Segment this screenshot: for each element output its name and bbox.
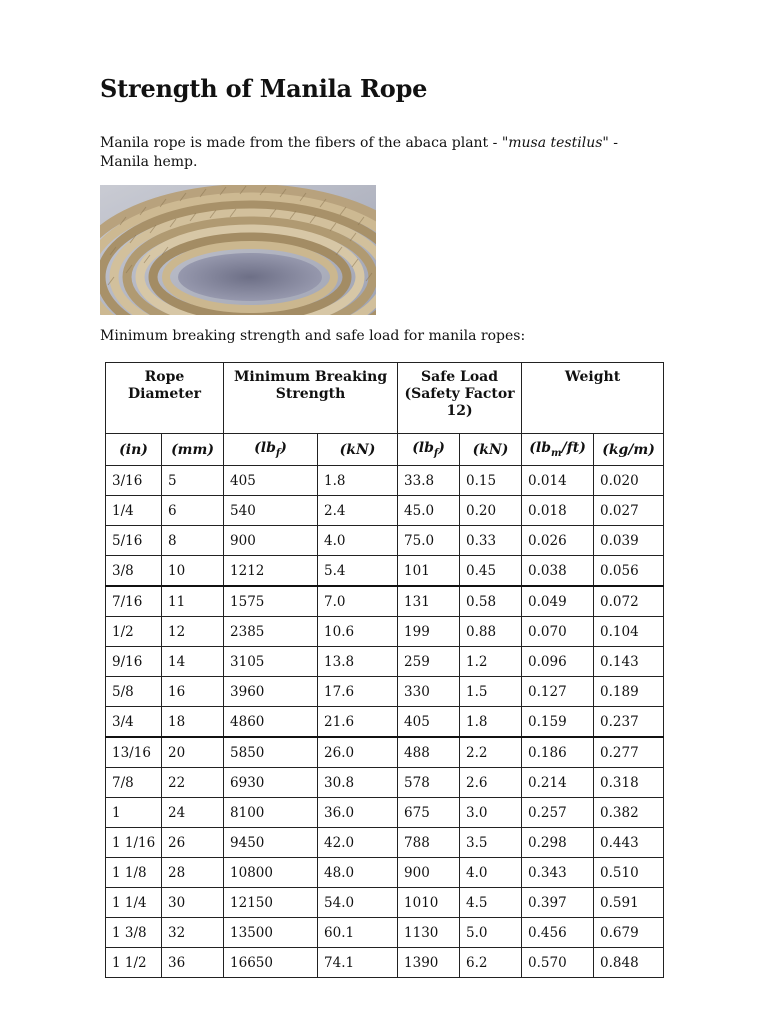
table-row <box>106 828 664 858</box>
cell-lbf: 6930 <box>224 768 318 798</box>
cell-lbf: 1575 <box>224 586 318 617</box>
cell-kn: 10.6 <box>318 617 398 647</box>
unit-kn-strength: (kN) <box>318 434 398 466</box>
table-caption: Minimum breaking strength and safe load for manila ropes: <box>100 328 526 344</box>
cell-kn: 21.6 <box>318 707 398 738</box>
cell-lbf: 10800 <box>224 858 318 888</box>
cell-lbm-ft: 0.257 <box>522 798 594 828</box>
cell-lbf: 8100 <box>224 798 318 828</box>
cell-lbm-ft: 0.049 <box>522 586 594 617</box>
cell-lbf: 9450 <box>224 828 318 858</box>
cell-in: 3/4 <box>106 707 162 738</box>
cell-lbm-ft: 0.214 <box>522 768 594 798</box>
cell-lbm-ft: 0.018 <box>522 496 594 526</box>
cell-in: 1 1/8 <box>106 858 162 888</box>
cell-kn: 42.0 <box>318 828 398 858</box>
cell-kg-m: 0.020 <box>594 466 664 496</box>
cell-mm: 14 <box>162 647 224 677</box>
cell-safe-lbf: 1130 <box>398 918 460 948</box>
cell-lbf: 3105 <box>224 647 318 677</box>
group-header-row <box>106 363 664 434</box>
cell-in: 1 1/16 <box>106 828 162 858</box>
cell-safe-kn: 1.8 <box>460 707 522 738</box>
cell-in: 1 1/2 <box>106 948 162 978</box>
cell-mm: 5 <box>162 466 224 496</box>
cell-kg-m: 0.039 <box>594 526 664 556</box>
cell-kg-m: 0.382 <box>594 798 664 828</box>
cell-kg-m: 0.510 <box>594 858 664 888</box>
cell-lbm-ft: 0.343 <box>522 858 594 888</box>
table-row <box>106 918 664 948</box>
cell-mm: 26 <box>162 828 224 858</box>
cell-safe-kn: 0.88 <box>460 617 522 647</box>
intro-text: Manila rope is made from the fibers of the abaca plant - <box>100 135 502 151</box>
cell-mm: 10 <box>162 556 224 587</box>
cell-safe-kn: 0.15 <box>460 466 522 496</box>
cell-in: 1 1/4 <box>106 888 162 918</box>
cell-mm: 30 <box>162 888 224 918</box>
unit-in: (in) <box>106 434 162 466</box>
cell-lbf: 1212 <box>224 556 318 587</box>
cell-in: 13/16 <box>106 737 162 768</box>
cell-kn: 26.0 <box>318 737 398 768</box>
cell-safe-kn: 0.45 <box>460 556 522 587</box>
cell-lbm-ft: 0.070 <box>522 617 594 647</box>
cell-lbf: 2385 <box>224 617 318 647</box>
cell-mm: 20 <box>162 737 224 768</box>
table-row <box>106 737 664 768</box>
cell-kn: 13.8 <box>318 647 398 677</box>
cell-mm: 18 <box>162 707 224 738</box>
table-row <box>106 858 664 888</box>
cell-mm: 22 <box>162 768 224 798</box>
cell-lbf: 16650 <box>224 948 318 978</box>
cell-safe-lbf: 259 <box>398 647 460 677</box>
cell-mm: 12 <box>162 617 224 647</box>
cell-safe-lbf: 131 <box>398 586 460 617</box>
table-row <box>106 556 664 587</box>
cell-in: 1/4 <box>106 496 162 526</box>
cell-safe-lbf: 488 <box>398 737 460 768</box>
cell-lbf: 405 <box>224 466 318 496</box>
cell-mm: 11 <box>162 586 224 617</box>
table-row <box>106 617 664 647</box>
unit-mm: (mm) <box>162 434 224 466</box>
cell-in: 1/2 <box>106 617 162 647</box>
cell-safe-lbf: 675 <box>398 798 460 828</box>
cell-kn: 17.6 <box>318 677 398 707</box>
cell-lbf: 540 <box>224 496 318 526</box>
cell-in: 7/16 <box>106 586 162 617</box>
table-row <box>106 466 664 496</box>
unit-kg-m: (kg/m) <box>594 434 664 466</box>
table-row <box>106 707 664 738</box>
cell-in: 3/8 <box>106 556 162 587</box>
rope-photo <box>100 185 376 315</box>
table-row <box>106 496 664 526</box>
cell-lbf: 12150 <box>224 888 318 918</box>
header-breaking-strength: Minimum Breaking Strength <box>224 363 398 434</box>
table-row <box>106 768 664 798</box>
table-row <box>106 677 664 707</box>
cell-safe-kn: 4.5 <box>460 888 522 918</box>
cell-kg-m: 0.591 <box>594 888 664 918</box>
cell-kg-m: 0.318 <box>594 768 664 798</box>
table-body <box>106 466 664 978</box>
cell-kg-m: 0.072 <box>594 586 664 617</box>
cell-lbm-ft: 0.038 <box>522 556 594 587</box>
cell-kg-m: 0.277 <box>594 737 664 768</box>
cell-mm: 6 <box>162 496 224 526</box>
cell-kn: 4.0 <box>318 526 398 556</box>
cell-safe-kn: 3.0 <box>460 798 522 828</box>
cell-lbf: 5850 <box>224 737 318 768</box>
unit-lbf-safe: $(lb_f)$ <box>398 434 460 466</box>
cell-lbm-ft: 0.159 <box>522 707 594 738</box>
cell-lbm-ft: 0.127 <box>522 677 594 707</box>
cell-kn: 1.8 <box>318 466 398 496</box>
cell-in: 5/8 <box>106 677 162 707</box>
cell-safe-kn: 4.0 <box>460 858 522 888</box>
table-row <box>106 586 664 617</box>
cell-lbf: 13500 <box>224 918 318 948</box>
cell-kn: 2.4 <box>318 496 398 526</box>
header-safe-load: Safe Load (Safety Factor 12) <box>398 363 522 434</box>
cell-safe-lbf: 33.8 <box>398 466 460 496</box>
cell-safe-kn: 2.2 <box>460 737 522 768</box>
cell-lbm-ft: 0.026 <box>522 526 594 556</box>
cell-in: 9/16 <box>106 647 162 677</box>
cell-safe-kn: 3.5 <box>460 828 522 858</box>
cell-safe-kn: 0.58 <box>460 586 522 617</box>
cell-kn: 74.1 <box>318 948 398 978</box>
cell-kn: 60.1 <box>318 918 398 948</box>
cell-mm: 16 <box>162 677 224 707</box>
cell-kg-m: 0.848 <box>594 948 664 978</box>
cell-kg-m: 0.056 <box>594 556 664 587</box>
cell-kn: 30.8 <box>318 768 398 798</box>
cell-lbm-ft: 0.014 <box>522 466 594 496</box>
cell-kg-m: 0.027 <box>594 496 664 526</box>
cell-safe-kn: 0.20 <box>460 496 522 526</box>
intro-paragraph <box>100 134 660 172</box>
cell-mm: 8 <box>162 526 224 556</box>
page-title: Strength of Manila Rope <box>100 74 428 103</box>
cell-lbm-ft: 0.570 <box>522 948 594 978</box>
header-weight: Weight <box>522 363 664 434</box>
cell-safe-lbf: 45.0 <box>398 496 460 526</box>
cell-safe-kn: 0.33 <box>460 526 522 556</box>
cell-safe-lbf: 405 <box>398 707 460 738</box>
rope-coil-image <box>100 185 376 315</box>
cell-mm: 28 <box>162 858 224 888</box>
cell-safe-kn: 5.0 <box>460 918 522 948</box>
unit-lbm-ft: $(lb_m/ft)$ <box>522 434 594 466</box>
cell-kg-m: 0.189 <box>594 677 664 707</box>
cell-lbm-ft: 0.096 <box>522 647 594 677</box>
cell-safe-lbf: 1010 <box>398 888 460 918</box>
cell-kg-m: 0.443 <box>594 828 664 858</box>
cell-kn: 48.0 <box>318 858 398 888</box>
table-row <box>106 888 664 918</box>
cell-lbm-ft: 0.456 <box>522 918 594 948</box>
table-row <box>106 526 664 556</box>
cell-safe-kn: 6.2 <box>460 948 522 978</box>
header-rope-diameter: Rope Diameter <box>106 363 224 434</box>
cell-mm: 36 <box>162 948 224 978</box>
cell-in: 5/16 <box>106 526 162 556</box>
cell-lbf: 900 <box>224 526 318 556</box>
cell-safe-lbf: 101 <box>398 556 460 587</box>
cell-kn: 5.4 <box>318 556 398 587</box>
unit-header-row <box>106 434 664 466</box>
strength-table <box>105 362 664 978</box>
cell-safe-lbf: 788 <box>398 828 460 858</box>
table-row <box>106 798 664 828</box>
cell-safe-kn: 1.2 <box>460 647 522 677</box>
cell-safe-lbf: 75.0 <box>398 526 460 556</box>
cell-kg-m: 0.237 <box>594 707 664 738</box>
cell-in: 7/8 <box>106 768 162 798</box>
cell-safe-kn: 2.6 <box>460 768 522 798</box>
cell-safe-lbf: 199 <box>398 617 460 647</box>
cell-in: 1 3/8 <box>106 918 162 948</box>
cell-lbf: 4860 <box>224 707 318 738</box>
cell-safe-kn: 1.5 <box>460 677 522 707</box>
cell-in: 1 <box>106 798 162 828</box>
cell-kg-m: 0.143 <box>594 647 664 677</box>
cell-safe-lbf: 578 <box>398 768 460 798</box>
intro-text-end: - Manila hemp. <box>100 135 619 170</box>
cell-safe-lbf: 1390 <box>398 948 460 978</box>
cell-kn: 36.0 <box>318 798 398 828</box>
table-row <box>106 647 664 677</box>
cell-kg-m: 0.679 <box>594 918 664 948</box>
cell-mm: 24 <box>162 798 224 828</box>
intro-emphasis: "musa testilus" <box>501 135 609 151</box>
unit-lbf-strength: $(lb_f)$ <box>224 434 318 466</box>
cell-safe-lbf: 330 <box>398 677 460 707</box>
cell-kn: 54.0 <box>318 888 398 918</box>
cell-safe-lbf: 900 <box>398 858 460 888</box>
cell-lbm-ft: 0.298 <box>522 828 594 858</box>
unit-kn-safe: (kN) <box>460 434 522 466</box>
cell-kn: 7.0 <box>318 586 398 617</box>
cell-in: 3/16 <box>106 466 162 496</box>
cell-mm: 32 <box>162 918 224 948</box>
cell-kg-m: 0.104 <box>594 617 664 647</box>
cell-lbf: 3960 <box>224 677 318 707</box>
table-row <box>106 948 664 978</box>
cell-lbm-ft: 0.186 <box>522 737 594 768</box>
cell-lbm-ft: 0.397 <box>522 888 594 918</box>
